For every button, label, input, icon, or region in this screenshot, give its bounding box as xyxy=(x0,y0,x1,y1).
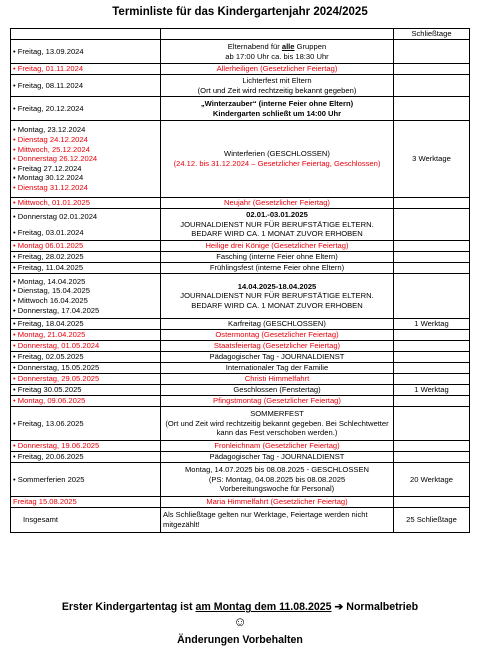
header-cell-closing-days: Schließtage xyxy=(394,29,470,40)
event-cell xyxy=(161,497,394,508)
event-line: Pädagogischer Tag - JOURNALDIENST xyxy=(209,352,345,362)
event-cell xyxy=(161,263,394,274)
closing-days-cell xyxy=(394,452,470,463)
event-line: SOMMERFEST xyxy=(250,409,304,419)
closing-days-cell xyxy=(394,274,470,319)
table-row xyxy=(11,352,470,363)
closing-days-cell xyxy=(394,407,470,441)
date-cell xyxy=(11,198,161,209)
event-cell xyxy=(161,40,394,64)
event-cell xyxy=(161,97,394,121)
event-cell xyxy=(161,319,394,330)
closing-days-cell xyxy=(394,374,470,385)
date-cell xyxy=(11,241,161,252)
event-line: Frühlingsfest (interne Feier ohne Eltern) xyxy=(209,263,345,273)
event-cell xyxy=(161,209,394,241)
table-row xyxy=(11,121,470,198)
closing-days-cell xyxy=(394,64,470,75)
closing-days-cell xyxy=(394,341,470,352)
date-line: • Montag, 23.12.2024 xyxy=(13,125,86,135)
event-text-emphasis: alle xyxy=(281,41,295,51)
date-line: • Freitag, 13.06.2025 xyxy=(13,418,84,428)
date-line: • Freitag, 08.11.2024 xyxy=(13,80,84,90)
date-cell xyxy=(11,319,161,330)
date-line: • Freitag, 02.05.2025 xyxy=(13,352,84,362)
event-line: BEDARF WIRD CA. 1 MONAT ZUVOR ERHOBEN xyxy=(191,300,363,310)
arrow-right-icon: ➔ xyxy=(331,601,347,613)
event-line: 02.01.-03.01.2025 xyxy=(246,210,308,220)
closing-days-cell xyxy=(394,441,470,452)
date-cell xyxy=(11,121,161,198)
table-row xyxy=(11,363,470,374)
table-row xyxy=(11,40,470,64)
date-line: • Freitag 30.05.2025 xyxy=(13,385,82,395)
first-day-date: am Montag dem 11.08.2025 xyxy=(195,601,332,613)
smiley-icon: ☺ xyxy=(233,614,247,629)
event-line: Karfreitag (GESCHLOSSEN) xyxy=(228,319,326,329)
event-cell xyxy=(161,330,394,341)
event-cell xyxy=(161,374,394,385)
table-row xyxy=(11,396,470,407)
date-cell xyxy=(11,341,161,352)
event-line: 14.04.2025-18.04.2025 xyxy=(237,281,317,291)
changes-reserved-note: Änderungen Vorbehalten xyxy=(177,634,303,646)
document-title: Terminliste für das Kindergartenjahr 2024/2025 xyxy=(112,6,368,18)
closing-days-cell xyxy=(394,363,470,374)
date-line: • Freitag, 13.09.2024 xyxy=(13,46,84,56)
date-line: • Donnerstag 02.01.2024 xyxy=(13,211,98,221)
table-row xyxy=(11,330,470,341)
event-line: BEDARF WIRD CA. 1 MONAT ZUVOR ERHOBEN xyxy=(191,229,363,239)
table-row xyxy=(11,374,470,385)
closing-days-cell: 20 Werktage xyxy=(394,463,470,497)
date-cell xyxy=(11,75,161,97)
event-line: Vorbereitungswoche für Personal) xyxy=(219,484,335,494)
event-line: Fronleichnam (Gesetzlicher Feiertag) xyxy=(214,441,340,451)
date-line: • Mittwoch 16.04.2025 xyxy=(13,296,88,305)
table-row xyxy=(11,319,470,330)
table-row xyxy=(11,64,470,75)
closing-days-cell: 1 Werktag xyxy=(394,385,470,396)
schedule-table xyxy=(10,28,470,533)
date-cell xyxy=(11,363,161,374)
date-line: • Donnerstag, 15.05.2025 xyxy=(13,363,100,373)
date-line: • Freitag, 03.01.2024 xyxy=(13,227,84,237)
normal-operation-text: Normalbetrieb xyxy=(346,601,419,613)
event-line: (PS: Montag, 04.08.2025 bis 08.08.2025 xyxy=(208,474,346,484)
date-line: • Freitag, 20.12.2024 xyxy=(13,103,84,113)
date-cell xyxy=(11,97,161,121)
event-line: Internationaler Tag der Familie xyxy=(225,363,329,373)
closing-days-cell xyxy=(394,252,470,263)
date-line: • Montag, 21.04.2025 xyxy=(13,330,86,340)
date-cell xyxy=(11,252,161,263)
closing-days-cell: 3 Werktage xyxy=(394,121,470,198)
closing-days-cell xyxy=(394,263,470,274)
event-line: Allerheiligen (Gesetzlicher Feiertag) xyxy=(216,64,338,74)
event-line: Pädagogischer Tag - JOURNALDIENST xyxy=(209,452,345,462)
first-day-note xyxy=(0,601,480,613)
event-cell xyxy=(161,121,394,198)
date-line: • Mittwoch, 25.12.2024 xyxy=(13,144,90,154)
event-line: (Ort und Zeit wird rechtzeitig bekannt gegeben) xyxy=(197,85,357,95)
table-row xyxy=(11,274,470,319)
date-cell xyxy=(11,452,161,463)
date-line: • Donnerstag, 29.05.2025 xyxy=(13,374,100,384)
first-day-text: Erster Kindergartentag ist xyxy=(61,601,196,613)
event-line: (24.12. bis 31.12.2024 – Gesetzlicher Feiertag, Geschlossen) xyxy=(173,159,381,168)
event-line: JOURNALDIENST NUR FÜR BERUFSTÄTIGE ELTERN. xyxy=(180,291,374,301)
closing-days-cell xyxy=(394,396,470,407)
event-line: Heilige drei Könige (Gesetzlicher Feiertag) xyxy=(205,241,349,251)
date-line: • Montag 30.12.2024 xyxy=(13,173,84,183)
table-row xyxy=(11,441,470,452)
event-line: ab 17:00 Uhr ca. bis 18:30 Uhr xyxy=(225,51,329,61)
date-cell xyxy=(11,441,161,452)
event-text: Elternabend für xyxy=(227,41,282,51)
table-row-total xyxy=(11,508,470,533)
date-line: • Donnerstag, 19.06.2025 xyxy=(13,441,100,451)
total-note: Als Schließtage gelten nur Werktage, Feiertage werden nicht mitgezählt! xyxy=(163,510,368,529)
event-line: Fasching (interne Feier ohne Eltern) xyxy=(216,252,338,262)
date-line: • Freitag, 11.04.2025 xyxy=(13,263,84,273)
total-label-cell xyxy=(11,508,161,533)
date-line: • Mittwoch, 01.01.2025 xyxy=(13,198,90,208)
event-cell xyxy=(161,441,394,452)
event-line: „Winterzauber“ (interne Feier ohne Eltern) xyxy=(200,98,354,108)
event-line: Kindergarten schließt um 14:00 Uhr xyxy=(212,108,342,118)
event-line: Staatsfeiertag (Gesetzlicher Feiertag) xyxy=(213,341,341,351)
event-cell xyxy=(161,452,394,463)
table-row xyxy=(11,252,470,263)
table-row xyxy=(11,75,470,97)
date-cell xyxy=(11,497,161,508)
date-cell xyxy=(11,374,161,385)
table-row xyxy=(11,463,470,497)
total-label: Insgesamt xyxy=(23,515,59,525)
closing-days-cell xyxy=(394,75,470,97)
event-line: JOURNALDIENST NUR FÜR BERUFSTÄTIGE ELTERN. xyxy=(180,219,374,229)
event-line: Lichterfest mit Eltern xyxy=(242,75,312,85)
event-cell xyxy=(161,64,394,75)
event-line: Christi Himmelfahrt xyxy=(244,374,310,384)
event-cell xyxy=(161,341,394,352)
total-note-cell xyxy=(161,508,394,533)
date-line: • Dienstag 24.12.2024 xyxy=(13,135,88,145)
event-line: Maria Himmelfahrt (Gesetzlicher Feiertag) xyxy=(206,497,348,507)
event-text: Gruppen xyxy=(294,41,327,51)
header-cell-dates xyxy=(11,29,161,40)
closing-days-cell xyxy=(394,241,470,252)
date-line: • Donnerstag, 01.05.2024 xyxy=(13,341,100,351)
date-cell xyxy=(11,330,161,341)
date-line: • Donnerstag, 17.04.2025 xyxy=(13,305,100,315)
date-line: • Freitag, 18.04.2025 xyxy=(13,319,84,329)
event-line: Geschlossen (Fenstertag) xyxy=(233,385,321,395)
date-line: • Donnerstag 26.12.2024 xyxy=(13,154,98,164)
event-cell xyxy=(161,407,394,441)
date-line: • Montag 06.01.2025 xyxy=(13,241,84,251)
closing-days-cell xyxy=(394,198,470,209)
date-cell xyxy=(11,463,161,497)
date-cell xyxy=(11,385,161,396)
closing-days-cell: 1 Werktag xyxy=(394,319,470,330)
date-line: • Dienstag 31.12.2024 xyxy=(13,182,88,192)
table-header-row xyxy=(11,29,470,40)
event-line: Ostermontag (Gesetzlicher Feiertag) xyxy=(215,330,339,340)
date-cell xyxy=(11,396,161,407)
date-line: • Freitag, 28.02.2025 xyxy=(13,252,84,262)
event-line: Neujahr (Gesetzlicher Feiertag) xyxy=(224,198,330,208)
date-cell xyxy=(11,352,161,363)
closing-days-cell xyxy=(394,352,470,363)
table-row xyxy=(11,452,470,463)
closing-days-cell xyxy=(394,40,470,64)
event-line: Pfingstmontag (Gesetzlicher Feiertag) xyxy=(213,396,341,406)
event-cell xyxy=(161,252,394,263)
date-line: • Montag, 14.04.2025 xyxy=(13,276,86,286)
date-cell xyxy=(11,209,161,241)
event-cell xyxy=(161,241,394,252)
table-row xyxy=(11,263,470,274)
date-cell xyxy=(11,40,161,64)
event-line xyxy=(163,42,391,52)
table-row xyxy=(11,241,470,252)
date-cell xyxy=(11,263,161,274)
event-cell xyxy=(161,352,394,363)
event-cell xyxy=(161,385,394,396)
table-row xyxy=(11,497,470,508)
date-cell xyxy=(11,274,161,319)
header-cell-event xyxy=(161,29,394,40)
event-cell xyxy=(161,75,394,97)
total-days-cell: 25 Schließtage xyxy=(394,508,470,533)
date-line: • Montag, 09.06.2025 xyxy=(13,396,86,406)
event-line: (Ort und Zeit wird rechtzeitig bekannt gegeben. Bei Schlechtwetter kann das Fest verschoben werden.) xyxy=(165,418,389,438)
event-cell xyxy=(161,396,394,407)
closing-days-cell xyxy=(394,97,470,121)
table-row xyxy=(11,407,470,441)
table-row xyxy=(11,341,470,352)
date-line: • Sommerferien 2025 xyxy=(13,474,85,484)
event-cell xyxy=(161,363,394,374)
date-line: • Dienstag, 15.04.2025 xyxy=(13,286,90,296)
table-row xyxy=(11,198,470,209)
date-line: • Freitag, 01.11.2024 xyxy=(13,64,84,74)
event-line: Winterferien (GESCHLOSSEN) xyxy=(224,149,330,159)
table-row xyxy=(11,209,470,241)
closing-days-cell xyxy=(394,209,470,241)
closing-days-cell xyxy=(394,330,470,341)
event-line: Montag, 14.07.2025 bis 08.08.2025 - GESCHLOSSEN xyxy=(184,465,370,475)
event-cell xyxy=(161,463,394,497)
date-cell xyxy=(11,407,161,441)
date-line: Freitag 15.08.2025 xyxy=(13,497,77,507)
date-line: • Freitag, 20.06.2025 xyxy=(13,452,84,462)
date-line: • Freitag 27.12.2024 xyxy=(13,163,82,173)
event-cell xyxy=(161,198,394,209)
table-row xyxy=(11,97,470,121)
closing-days-cell xyxy=(394,497,470,508)
date-cell xyxy=(11,64,161,75)
table-row xyxy=(11,385,470,396)
event-cell xyxy=(161,274,394,319)
